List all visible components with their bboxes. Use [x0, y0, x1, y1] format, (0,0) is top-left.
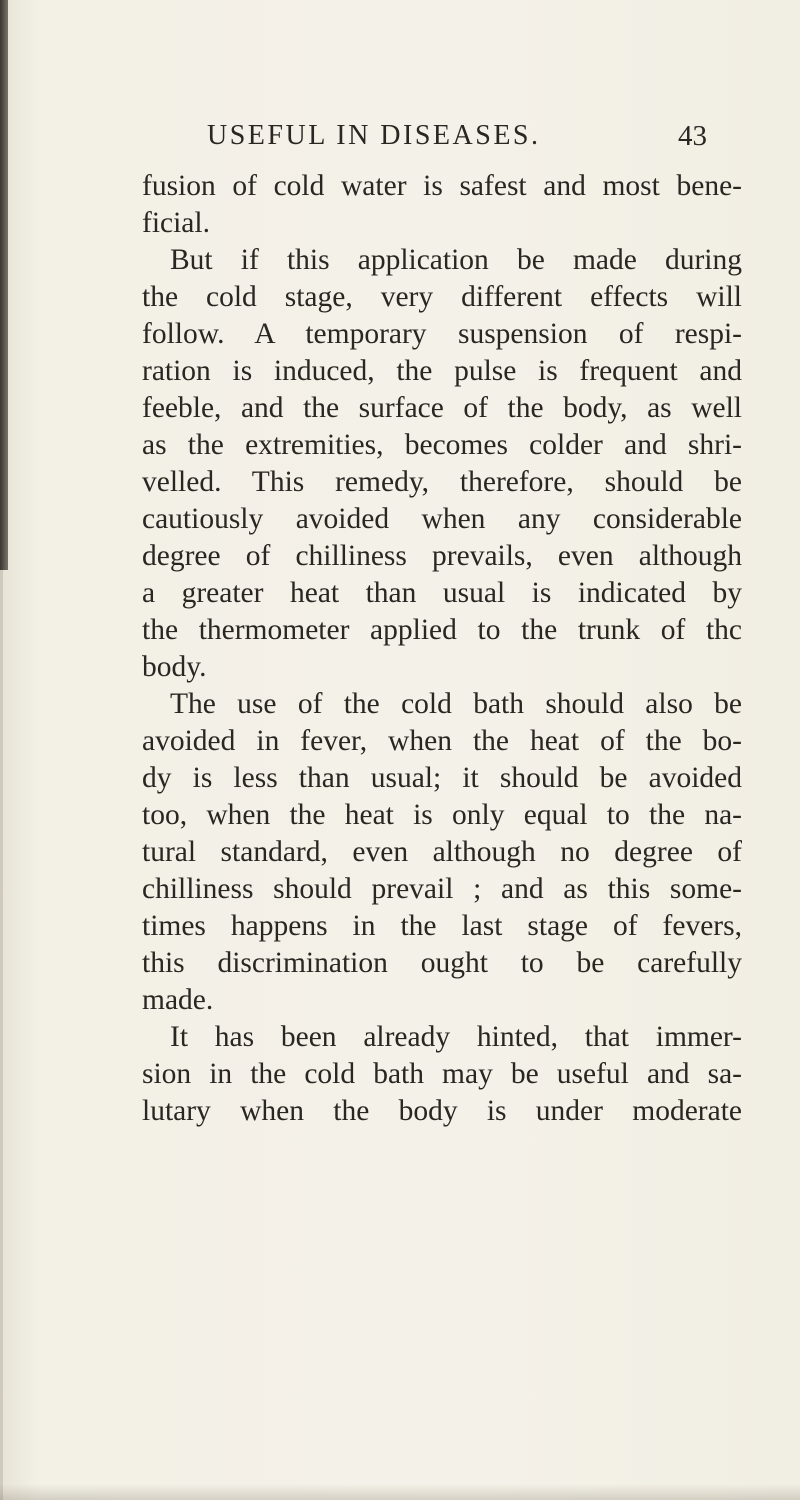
text-line: a greater heat than usual is indicated by: [142, 577, 742, 609]
text-line: But if this application be made during: [170, 244, 742, 276]
text-line: fusion of cold water is safest and most bene-: [142, 170, 742, 202]
text-line: this discrimination ought to be carefully: [142, 947, 742, 979]
text-line: tural standard, even although no degree of: [142, 836, 742, 868]
text-line: the cold stage, very different effects will: [142, 281, 742, 313]
binding-edge: [0, 0, 8, 570]
text-line: degree of chilliness prevails, even although: [142, 540, 742, 572]
running-head: USEFUL IN DISEASES.: [207, 120, 541, 151]
text-line: dy is less than usual; it should be avoided: [142, 762, 742, 794]
text-line: sion in the cold bath may be useful and sa-: [142, 1058, 742, 1090]
text-line: feeble, and the surface of the body, as well: [142, 392, 742, 424]
text-line: too, when the heat is only equal to the na-: [142, 799, 742, 831]
text-line: ficial.: [142, 207, 210, 239]
text-line: as the extremities, becomes colder and shri-: [142, 429, 742, 461]
body-text: [142, 168, 742, 1130]
text-line: times happens in the last stage of fevers,: [142, 910, 742, 942]
text-line: lutary when the body is under moderate: [142, 1095, 742, 1127]
text-line: made.: [142, 984, 214, 1016]
page-header: [0, 116, 800, 156]
text-line: ration is induced, the pulse is frequent and: [142, 355, 742, 387]
text-line: follow. A temporary suspension of respi-: [142, 318, 742, 350]
text-line: cautiously avoided when any considerable: [142, 503, 742, 535]
text-line: chilliness should prevail ; and as this some-: [142, 873, 742, 905]
text-line: The use of the cold bath should also be: [170, 688, 742, 720]
page-number: 43: [678, 120, 707, 152]
page-bottom-shadow: [0, 1484, 800, 1500]
text-line: It has been already hinted, that immer-: [170, 1021, 742, 1053]
page-edge: [0, 570, 3, 1500]
text-line: velled. This remedy, therefore, should be: [142, 466, 742, 498]
text-line: the thermometer applied to the trunk of thc: [142, 614, 742, 646]
text-line: avoided in fever, when the heat of the bo-: [142, 725, 742, 757]
text-line: body.: [142, 651, 207, 683]
